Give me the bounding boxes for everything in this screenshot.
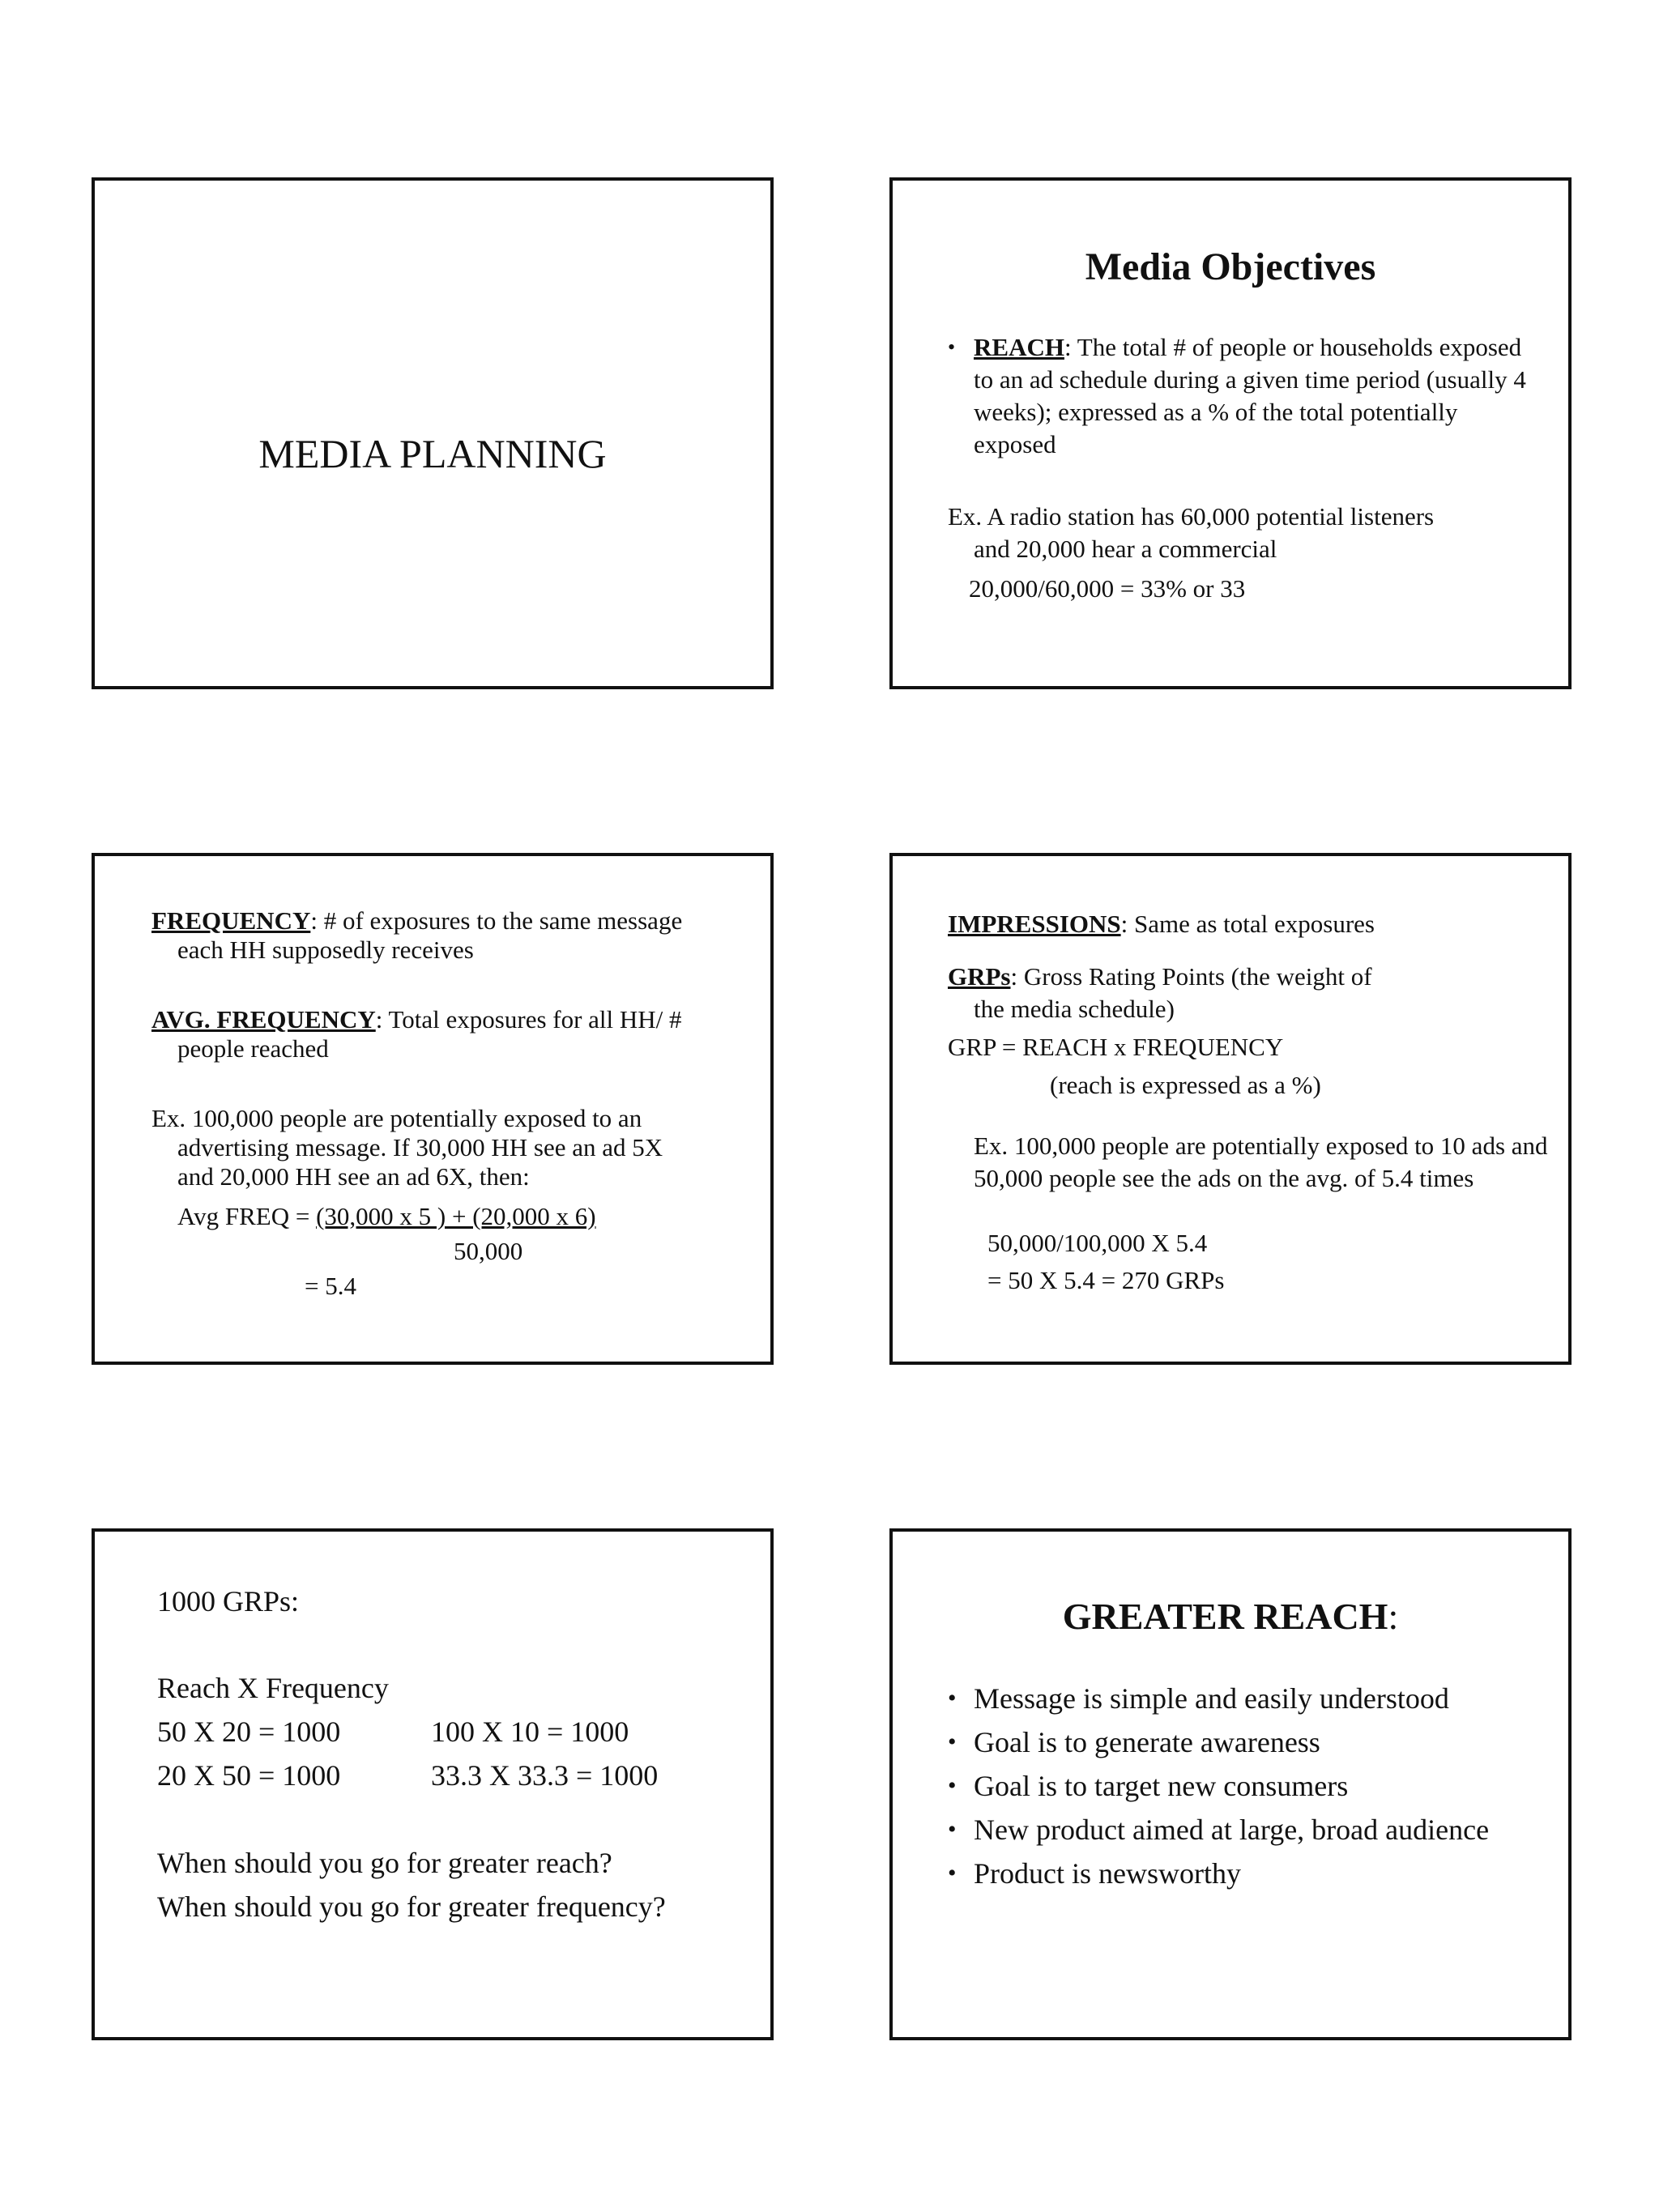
grps-def-text: : Gross Rating Points (the weight of — [1010, 962, 1372, 991]
list-item-text: Message is simple and easily understood — [974, 1682, 1449, 1715]
question: When should you go for greater reach? — [157, 1847, 612, 1879]
reach-example — [948, 501, 1531, 565]
frequency-def-text: : # of exposures to the same message — [310, 906, 683, 935]
list-item-text: Product is newsworthy — [974, 1857, 1241, 1890]
list-item — [948, 1720, 1489, 1764]
list-item — [948, 1764, 1489, 1808]
bullet-marker: • — [948, 1816, 957, 1843]
list-item-text: Goal is to target new consumers — [974, 1770, 1349, 1802]
slide-greater-reach — [889, 1528, 1572, 2040]
slide-media-objectives — [889, 177, 1572, 689]
slide-impressions-grps — [889, 853, 1572, 1365]
formula-result: = 5.4 — [305, 1272, 356, 1300]
formula-numerator: (30,000 x 5 ) + (20,000 x 6) — [316, 1202, 596, 1230]
avg-frequency-definition — [151, 1005, 751, 1063]
example-line: and 20,000 hear a commercial — [974, 535, 1277, 563]
frequency-example — [151, 1104, 751, 1191]
bullet-marker: • — [948, 1860, 957, 1886]
example-line: and 20,000 HH see an ad 6X, then: — [177, 1162, 530, 1191]
list-item-text: Goal is to generate awareness — [974, 1726, 1320, 1758]
grps-def-text: the media schedule) — [974, 995, 1175, 1023]
reach-def-text: : The total # of people or households exposed to an ad schedule during a given time period (usually 4 weeks); expressed as a % of the total potentially exposed — [974, 333, 1526, 458]
heading-colon: : — [1388, 1596, 1399, 1637]
slide-1000-grps — [92, 1528, 774, 2040]
impressions-def-text: : Same as total exposures — [1120, 910, 1375, 938]
grp-note: (reach is expressed as a %) — [1050, 1071, 1321, 1099]
formula-label: Avg FREQ = — [177, 1202, 317, 1230]
grp-calculation: 50,000/100,000 X 5.4 — [987, 1229, 1208, 1257]
bullet-marker: • — [948, 335, 956, 359]
grp-formula: GRP = REACH x FREQUENCY — [948, 1033, 1284, 1061]
frequency-def-text: each HH supposedly receives — [177, 936, 474, 964]
slide-title: 1000 GRPs: — [157, 1585, 300, 1617]
list-item-text: New product aimed at large, broad audience — [974, 1813, 1490, 1846]
impressions-definition — [948, 910, 1375, 939]
reach-reasons-list — [948, 1677, 1489, 1895]
slide-subtitle: Reach X Frequency — [157, 1672, 389, 1704]
example-line: Ex. A radio station has 60,000 potential listeners — [948, 502, 1435, 531]
grp-example: Ex. 100,000 people are potentially exposed to 10 ads and 50,000 people see the ads on the avg. of 5.4 times — [974, 1132, 1548, 1192]
reach-term: REACH — [974, 333, 1064, 361]
grps-term: GRPs — [948, 962, 1011, 991]
avg-frequency-def-text: people reached — [177, 1034, 329, 1063]
slide-heading: Media Objectives — [1085, 245, 1376, 288]
equation: 50 X 20 = 1000 — [157, 1715, 341, 1748]
grp-calculation: = 50 X 5.4 = 270 GRPs — [987, 1266, 1225, 1294]
list-item — [948, 1852, 1489, 1895]
avg-frequency-def-text: : Total exposures for all HH/ # — [375, 1005, 682, 1034]
question: When should you go for greater frequency? — [157, 1890, 666, 1923]
bullet-marker: • — [948, 1772, 957, 1799]
equation: 20 X 50 = 1000 — [157, 1759, 341, 1792]
impressions-term: IMPRESSIONS — [948, 910, 1121, 938]
equation: 100 X 10 = 1000 — [431, 1715, 629, 1748]
list-item — [948, 1808, 1489, 1852]
reach-definition — [974, 331, 1541, 461]
grps-definition — [948, 962, 1372, 991]
bullet-marker: • — [948, 1685, 957, 1711]
example-line: Ex. 100,000 people are potentially exposed to an — [151, 1104, 642, 1132]
reach-calculation: 20,000/60,000 = 33% or 33 — [969, 574, 1246, 603]
avg-frequency-term: AVG. FREQUENCY — [151, 1005, 376, 1034]
example-line: advertising message. If 30,000 HH see an ad 5X — [177, 1133, 663, 1161]
bullet-marker: • — [948, 1728, 957, 1755]
slide-media-planning — [92, 177, 774, 689]
heading-text: GREATER REACH — [1062, 1596, 1388, 1637]
formula-denominator: 50,000 — [454, 1237, 523, 1265]
list-item — [948, 1677, 1489, 1720]
slide-frequency — [92, 853, 774, 1365]
avg-freq-formula — [177, 1202, 596, 1231]
equation: 33.3 X 33.3 = 1000 — [431, 1759, 659, 1792]
frequency-definition — [151, 906, 751, 965]
slide-heading — [893, 1594, 1568, 1639]
frequency-term: FREQUENCY — [151, 906, 311, 935]
slide-title: MEDIA PLANNING — [258, 431, 607, 476]
